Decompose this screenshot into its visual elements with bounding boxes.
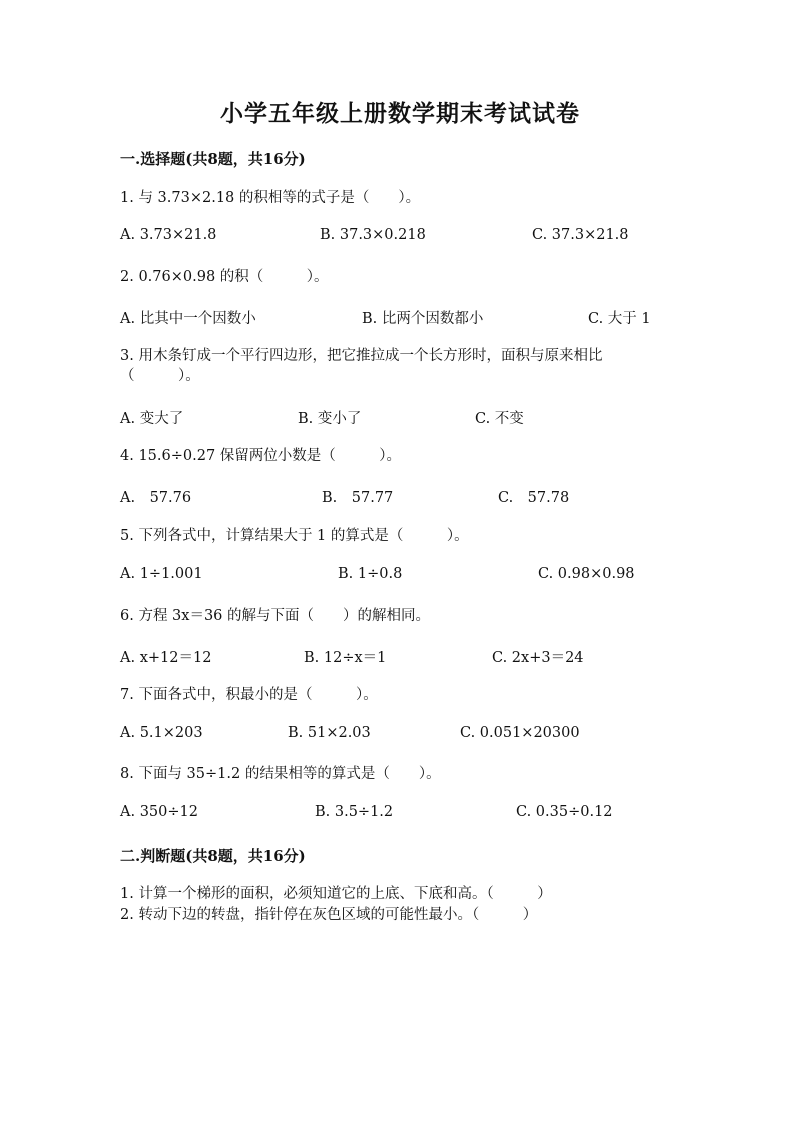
question-6: 6. 方程 3x＝36 的解与下面（ ）的解相同。 (120, 608, 431, 624)
option-a: A. 5.1×203 (120, 725, 203, 741)
question-1: 1. 与 3.73×2.18 的积相等的式子是（ ）。 (120, 190, 421, 206)
option-a: A. 比其中一个因数小 (120, 311, 256, 327)
option-a: A. 3.73×21.8 (120, 227, 217, 243)
option-c: C. 0.051×20300 (460, 725, 580, 741)
option-b: B. 变小了 (298, 411, 362, 427)
options-row-1 (120, 227, 680, 249)
option-c: C. 0.98×0.98 (538, 566, 635, 582)
option-a: A. 57.76 (120, 490, 192, 506)
question-5: 5. 下列各式中，计算结果大于 1 的算式是（ ）。 (120, 528, 469, 544)
question-4: 4. 15.6÷0.27 保留两位小数是（ ）。 (120, 448, 402, 464)
option-b: B. 1÷0.8 (338, 566, 403, 582)
option-b: B. 51×2.03 (288, 725, 371, 741)
option-c: C. 57.78 (498, 490, 570, 506)
option-c: C. 2x+3＝24 (492, 650, 584, 666)
option-c: C. 0.35÷0.12 (516, 804, 613, 820)
question-8: 8. 下面与 35÷1.2 的结果相等的算式是（ ）。 (120, 766, 441, 782)
judgement-question-1: 1. 计算一个梯形的面积，必须知道它的上底、下底和高。（ ） (120, 886, 552, 902)
options-row-5 (120, 566, 680, 588)
section-heading-choice: 一.选择题(共8题，共16分) (120, 150, 306, 168)
options-row-8 (120, 804, 680, 826)
judgement-question-2: 2. 转动下边的转盘，指针停在灰色区域的可能性最小。（ ） (120, 907, 538, 923)
option-b: B. 比两个因数都小 (362, 311, 484, 327)
section-heading-judgement: 二.判断题(共8题，共16分) (120, 847, 306, 865)
option-b: B. 37.3×0.218 (320, 227, 426, 243)
options-row-4 (120, 486, 680, 508)
option-a: A. 1÷1.001 (120, 566, 203, 582)
question-3: 3. 用木条钉成一个平行四边形，把它推拉成一个长方形时，面积与原来相比（ ）。 (120, 348, 603, 384)
option-a: A. 变大了 (120, 411, 184, 427)
question-2: 2. 0.76×0.98 的积（ ）。 (120, 269, 329, 285)
question-7: 7. 下面各式中，积最小的是（ ）。 (120, 687, 378, 703)
option-c: C. 不变 (475, 411, 524, 427)
option-c: C. 大于 1 (588, 311, 651, 327)
option-c: C. 37.3×21.8 (532, 227, 629, 243)
options-row-3 (120, 407, 680, 429)
options-row-6 (120, 646, 680, 668)
option-b: B. 12÷x＝1 (304, 650, 387, 666)
option-a: A. x+12＝12 (120, 650, 212, 666)
options-row-2 (120, 307, 680, 329)
option-b: B. 3.5÷1.2 (315, 804, 394, 820)
option-a: A. 350÷12 (120, 804, 198, 820)
option-b: B. 57.77 (322, 490, 394, 506)
page-title: 小学五年级上册数学期末考试试卷 (220, 100, 580, 127)
options-row-7 (120, 725, 680, 747)
